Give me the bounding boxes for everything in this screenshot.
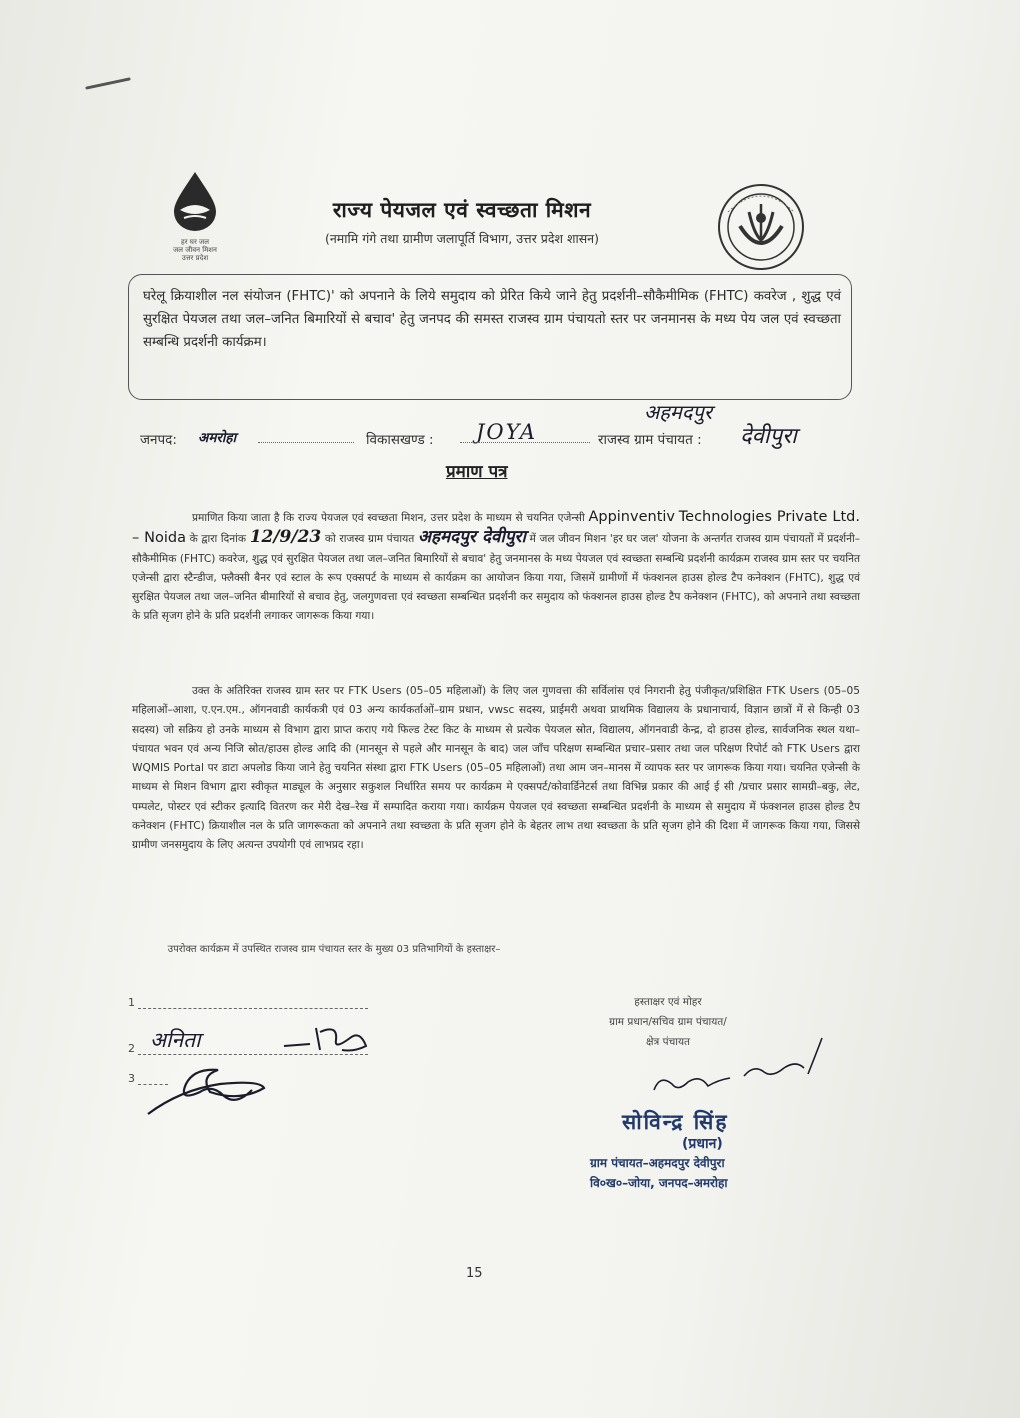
certificate-title: प्रमाण पत्र — [446, 462, 508, 482]
har-ghar-jal-logo — [160, 170, 230, 260]
program-date: 12/9/23 — [249, 527, 322, 548]
pradhan-role: (प्रधान) — [682, 1136, 723, 1152]
signature-slot-3-number: 3 — [128, 1072, 135, 1085]
signature-2-name: अनिता — [150, 1028, 201, 1052]
signature-slot-1-number: 1 — [128, 996, 135, 1009]
para1-text-b: के द्वारा दिनांक — [189, 533, 247, 546]
agency-name-1: Appinventiv — [588, 509, 675, 525]
pen-mark — [85, 77, 131, 89]
block-value: JOYA — [476, 420, 538, 444]
pradhan-seal — [590, 1108, 820, 1193]
para1-text-d: में जल जीवन मिशन 'हर घर जल' योजना के अन्तर्गत राजस्व ग्राम पंचायतों में प्रदर्शनी–सौकैमीमिक (FHTC) कवरेज, शुद्ध एवं सुरक्षित पेयजल तथा जल–जनित बिमारियों से बचाव' हेतु जनमानस के मध्य पेयजल एवं स्वच्छता सम्बन्धि प्रदर्शनी कार्यक्रम राजस्व ग्राम स्तर पर चयनित एजेन्सी द्वारा स्टैन्डीज, फ्लैक्सी बैनर एवं स्टाल के रूप एक्सपर्ट के माध्यम से कार्यक्रम का आयोजन किया गया, जिसमें ग्रामीणों में फंक्शनल हाउस होल्ड टैप कनेक्शन (FHTC), शुद्ध एवं सुरक्षित पेयजल तथा जल–जनित बीमारियों से बचाव हेतु, जलगुणवत्ता एवं स्वच्छता सम्बन्धित प्रदर्शनी कर समुदाय को फंक्शनल हाउस होल्ड टैप कनेक्शन (FHTC), को अपनाने तथा स्वच्छता के प्रति सृजग होने के प्रति प्रदर्शनी लगाकर जागरूक किया गया। — [132, 533, 861, 623]
village-value-top: अहमदपुर — [644, 400, 713, 424]
program-description-box: घरेलू क्रियाशील नल संयोजन (FHTC)' को अपनाने के लिये समुदाय को प्रेरित किये जाने हेतु प्रदर्शनी–सौकैमीमिक (FHTC) कवरेज , शुद्ध एवं सुरक्षित पेयजल तथा जल–जनित बिमारियों से बचाव' हेतु जनपद की समस्त राजस्व ग्राम पंचायतो स्तर पर जनमानस के मध्य पेय जल एवं स्वच्छता सम्बन्धि प्रदर्शनी कार्यक्रम। — [128, 274, 852, 400]
pradhan-signature — [648, 1034, 828, 1104]
logo-caption: हर घर जल जल जीवन मिशन उत्तर प्रदेश — [173, 238, 217, 262]
up-government-emblem-icon — [716, 182, 806, 272]
block-dots — [460, 442, 590, 443]
agency-name-2: Technologies Private Ltd. – Noida — [132, 509, 860, 547]
village-name-handwritten: अहमदपुर देवीपुरा — [417, 527, 526, 548]
location-fields — [140, 400, 860, 454]
signature-2-scribble — [280, 1020, 380, 1060]
village-value: देवीपुरा — [740, 424, 797, 449]
page-subtitle: (नमामि गंगे तथा ग्रामीण जलापूर्ति विभाग, उत्तर प्रदेश शासन) — [324, 231, 599, 246]
signature-slot-1-line — [138, 1008, 368, 1009]
district-value: अमरोहा — [198, 430, 237, 446]
seal-gram-panchayat: ग्राम पंचायत–अहमदपुर देवीपुरा — [590, 1156, 725, 1170]
page-number: 15 — [466, 1266, 483, 1281]
water-drop-icon — [170, 170, 220, 232]
signatures-intro: उपरोक्त कार्यक्रम में उपस्थित राजस्व ग्राम पंचायत स्तर के मुख्य 03 प्रतिभागियों के हस्ताक्षर– — [167, 944, 501, 955]
para1-text-c: को राजस्व ग्राम पंचायत — [324, 533, 415, 546]
stamp-line-2: ग्राम प्रधान/सचिव ग्राम पंचायत/ — [609, 1016, 727, 1028]
district-label: जनपद: — [140, 432, 177, 448]
village-label: राजस्व ग्राम पंचायत : — [598, 432, 702, 448]
stamp-line-1: हस्ताक्षर एवं मोहर — [634, 996, 702, 1008]
para1-text-a: प्रमाणित किया जाता है कि राज्य पेयजल एवं स्वच्छता मिशन, उत्तर प्रदेश के माध्यम से चयनित एजेन्सी — [192, 512, 585, 524]
pradhan-name: सोविन्द्र सिंह — [622, 1110, 729, 1134]
certificate-paragraph-2: उक्त के अतिरिक्त राजस्व ग्राम स्तर पर FTK Users (05–05 महिलाओं) के लिए जल गुणवत्ता की सर्विलांस एवं निगरानी हेतु पंजीकृत/प्रशिक्षित FTK Users (05–05 महिलाओं–आशा, ए.एन.एम., ऑगनवाडी कार्यकत्री एवं 03 अन्य कार्यकर्ताओं–ग्राम प्रधान, vwsc सदस्य, प्राईमरी अथवा प्राथमिक विद्यालय के प्रधानाचार्य, विज्ञान छात्रों में से किन्ही 03 सदस्य) जो सक्रिय हो उनके माध्यम से विभाग द्वारा प्राप्त कराए गये फिल्ड टेस्ट किट के माध्यम से प्रत्येक पेयजल स्रोत, विद्यालय, ऑगनवाडी केन्द्र, दो हाउस होल्ड, सार्वजनिक स्थल यथा–पंचायत भवन एवं अन्य निजि स्रोत/हाउस होल्ड आदि की (मानसून से पहले और मानसून के बाद) जल जाँच परिक्षण सम्बन्धित प्रचार–प्रसार तथा जल परिक्षण रिपोर्ट को FTK Users द्वारा WQMIS Portal पर डाटा अपलोड किया जाने हेतु चयनित संस्था द्वारा FTK Users (05–05 महिलाओं) तथा आम जन–मानस में व्यापक स्तर पर जागरूक किया गया। चयनित एजेन्सी के माध्यम से मिशन विभाग द्वारा स्वीकृत माड्यूल के अनुसार सकुशल निर्धारित समय पर कार्यक्रम मे एक्सपर्ट/कोवार्डिनेटर्स तथा विभिन्न प्रकार की आई ई सी /प्रचार प्रसार सामग्री–बकु, लेट, पम्पलेट, पोस्टर एवं स्टीकर इत्यादि वितरण कर मेरी देख–रेख में सम्पादित कराया गया। कार्यक्रम पेयजल एवं स्वच्छता सम्बन्धित प्रदर्शनी के माध्यम से समुदाय में फंक्शनल हाउस होल्ड टैप कनेक्शन (FHTC) क्रियाशील नल के प्रति जागरूकता को अपनाने तथा स्वच्छता के प्रति सृजग होने के बेहतर लाभ तथा स्वच्छता के प्रति सृजग होने की दिशा में जागरूक किया गया, जिससे ग्रामीण जनसमुदाय के लिए अत्यन्त उपयोगी एवं लाभप्रद रहा। — [132, 685, 860, 852]
district-dots — [258, 442, 354, 443]
block-label: विकासखण्ड : — [366, 432, 434, 448]
page-title: राज्य पेयजल एवं स्वच्छता मिशन — [332, 198, 592, 222]
signature-3-scribble — [140, 1062, 280, 1122]
stamp-line-3: क्षेत्र पंचायत — [645, 1036, 691, 1048]
signature-slot-2-number: 2 — [128, 1042, 135, 1055]
certificate-paragraph-1 — [132, 508, 860, 627]
seal-block-district: वि०ख०–जोया, जनपद–अमरोहा — [590, 1176, 728, 1190]
